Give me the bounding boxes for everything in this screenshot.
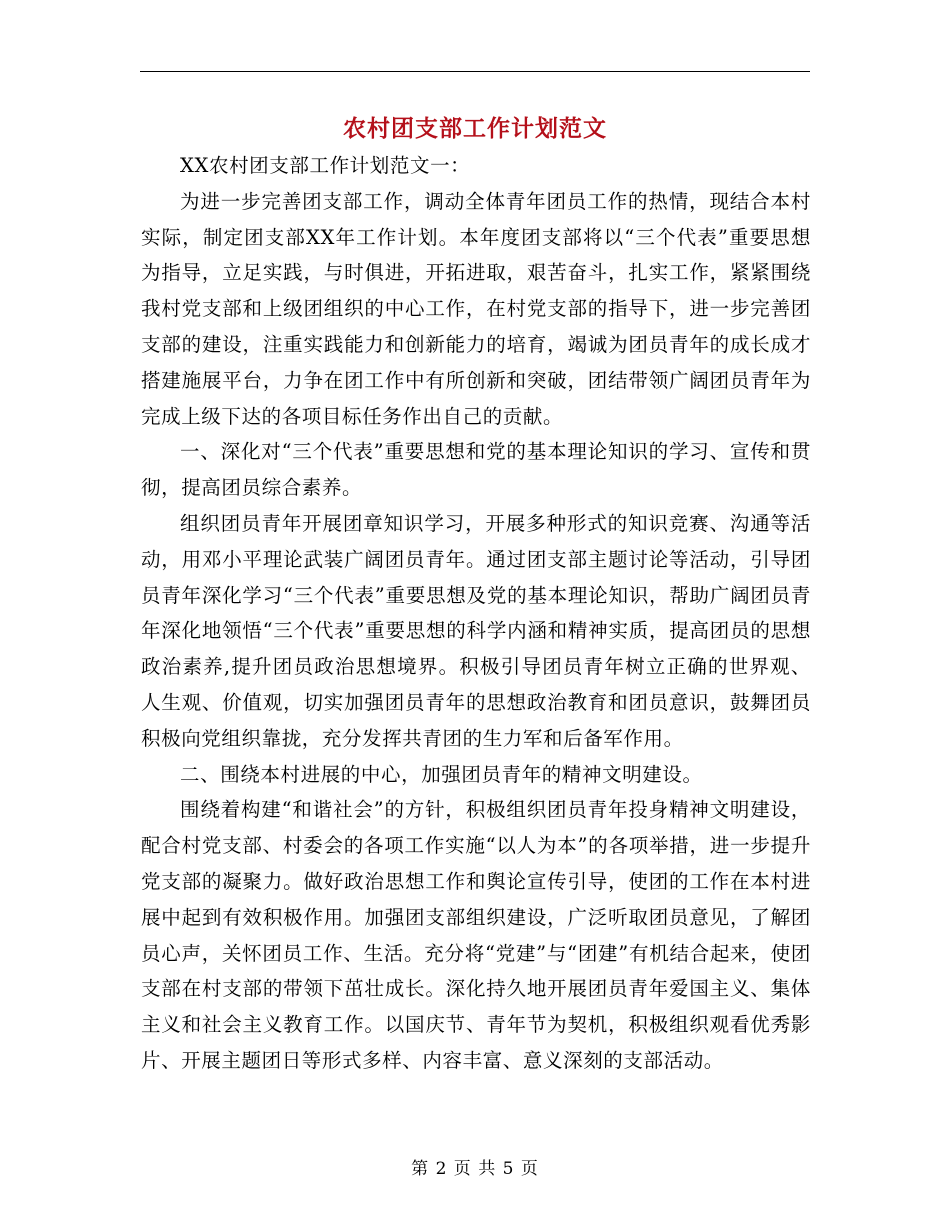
paragraph-intro: XX农村团支部工作计划范文一： [180, 154, 471, 177]
header-rule [140, 71, 810, 72]
document-title: 农村团支部工作计划范文 [343, 115, 607, 142]
page-number: 第 2 页 共 5 页 [411, 1159, 539, 1179]
section-heading: 一、深化对“三个代表”重要思想和党的基本理论知识的学习、宣传和贯彻，提高团员综合素养。 [141, 440, 811, 500]
document-body [141, 148, 811, 1079]
paragraph: 围绕着构建“和谐社会”的方针，积极组织团员青年投身精神文明建设，配合村党支部、村委会的各项工作实施“以人为本”的各项举措，进一步提升党支部的凝聚力。做好政治思想工作和舆论宣传引导，使团的工作在本村进展中起到有效积极作用。加强团支部组织建设，广泛听取团员意见，了解团员心声，关怀团员工作、生活。充分将“党建”与“团建”有机结合起来，使团支部在村支部的带领下茁壮成长。深化持久地开展团员青年爱国主义、集体主义和社会主义教育工作。以国庆节、青年节为契机，积极组织观看优秀影片、开展主题团日等形式多样、内容丰富、意义深刻的支部活动。 [141, 798, 811, 1072]
section-heading: 二、围绕本村进展的中心，加强团员青年的精神文明建设。 [180, 762, 703, 786]
paragraph: 为进一步完善团支部工作，调动全体青年团员工作的热情，现结合本村实际，制定团支部XX年工作计划。本年度团支部将以“三个代表”重要思想为指导，立足实践，与时俱进，开拓进取，艰苦奋斗，扎实工作，紧紧围绕我村党支部和上级团组织的中心工作，在村党支部的指导下，进一步完善团支部的建设，注重实践能力和创新能力的培育，竭诚为团员青年的成长成才搭建施展平台，力争在团工作中有所创新和突破，团结带领广阔团员青年为完成上级下达的各项目标任务作出自己的贡献。 [141, 189, 811, 428]
paragraph: 组织团员青年开展团章知识学习，开展多种形式的知识竞赛、沟通等活动，用邓小平理论武装广阔团员青年。通过团支部主题讨论等活动，引导团员青年深化学习“三个代表”重要思想及党的基本理论知识，帮助广阔团员青年深化地领悟“三个代表”重要思想的科学内涵和精神实质，提高团员的思想政治素养,提升团员政治思想境界。积极引导团员青年树立正确的世界观、人生观、价值观，切实加强团员青年的思想政治教育和团员意识，鼓舞团员积极向党组织靠拢，充分发挥共青团的生力军和后备军作用。 [141, 511, 811, 750]
